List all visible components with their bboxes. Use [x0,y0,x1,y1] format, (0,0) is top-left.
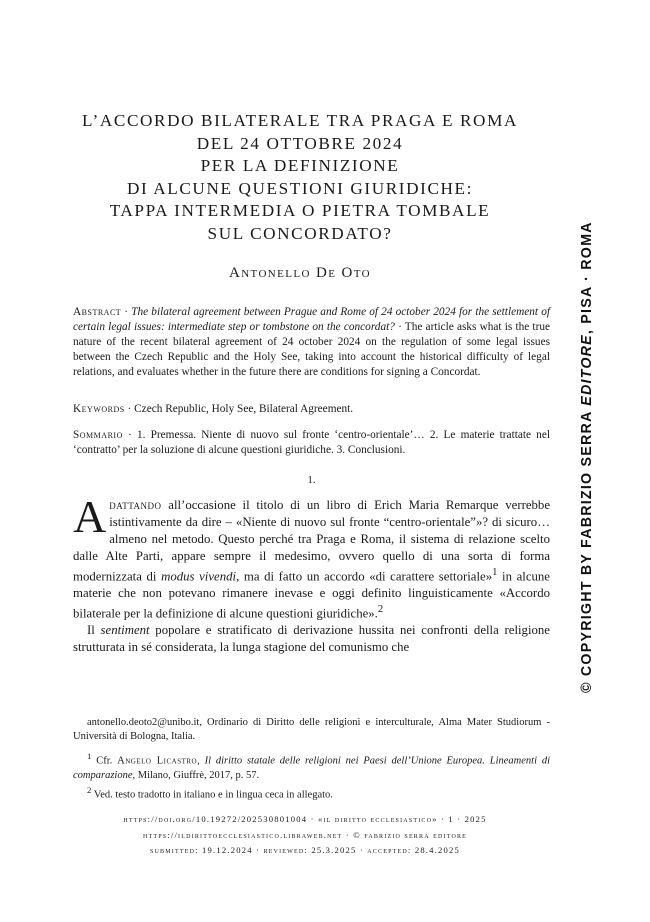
footnote-2 [73,783,550,803]
abstract-label: Abstract [73,306,122,318]
summary-text: 1. Premessa. Niente di nuovo sul fronte ‘centro-orientale’… 2. Le materie trattate nel ‘contratto’ per la soluzione di alcune questioni giuridiche. 3. Conclusioni. [73,429,550,456]
abstract-text: · The article asks what is the true nature of the recent bilateral agreement of 24 october 2024 on the regulation of some legal issues between the Czech Republic and the Holy See, taking into account the historical difficulty of legal relations, and evaluates whether in the future there are conditions for signing a Concordat. [73,321,550,378]
footnote-number: 1 [87,751,92,761]
author-affiliation: antonello.deoto2@unibo.it, Ordinario di Diritto delle religioni e interculturale, Alma Mater Studiorum - Università di Bologna, Italia. [73,717,550,742]
abstract [73,305,550,380]
footnotes [73,716,550,802]
footnote-ref[interactable]: 1 [492,566,498,578]
summary [73,428,550,458]
summary-label: Sommario [73,429,123,441]
website-line[interactable]: https://ildirittoecclesiastico.libraweb.net · © fabrizio serra editore [142,829,468,840]
footnote-title: Il diritto statale delle religioni nei Paesi dell’Unione Europea. Lineamenti di comparazione [73,755,550,781]
footnote-text: , [197,755,205,767]
doi-line[interactable]: https://doi.org/10.19272/202530801004 · «il diritto ecclesiastico» · 1 · 2025 [123,814,487,824]
paragraph [73,622,550,656]
dates-line: submitted: 19.12.2024 · reviewed: 25.3.2025 · accepted: 28.4.2025 [149,845,460,855]
keywords [73,402,550,417]
paragraph-text: , ma di fatto un accordo «di carattere settoriale» [236,568,493,583]
summary-separator: · [122,429,137,441]
footnote-text: Ved. testo tradotto in italiano e in lingua ceca in allegato. [93,789,333,800]
article-title [60,110,540,245]
footnote-text: Cfr. [96,755,118,767]
italic-term: modus vivendi [161,568,237,583]
footnote-author: Angelo Licastro [117,755,198,767]
page-footer [60,812,550,859]
copyright-text: , PISA · ROMA [579,221,595,335]
paragraph-text: popolare e stratificato di derivazione hussita nei confronti della religione strutturata in sé considerata, la lunga stagione del comunismo che [73,622,550,654]
title-line: DI ALCUNE QUESTIONI GIURIDICHE: [126,178,474,198]
paragraph [73,491,550,622]
keywords-separator: · [124,403,135,415]
keywords-text: Czech Republic, Holy See, Bilateral Agreement. [134,403,354,415]
title-line: TAPPA INTERMEDIA O PIETRA TOMBALE [109,201,491,220]
title-line: SUL CONCORDATO? [207,223,393,243]
footnote-text: , Milano, Giuffrè, 2017, p. 57. [132,769,260,781]
section-number: 1. [307,474,316,486]
keywords-label: Keywords [73,403,125,415]
drop-cap: A [73,491,107,542]
abstract-separator: · [121,306,132,318]
paragraph-text: in alcune materie che non potevano rimanere inevase e oggi definito linguisticamente «Accordo bilaterale per la definizione di alcune questioni giuridiche». [73,568,550,620]
body-text [73,491,550,656]
copyright-notice [577,221,597,693]
footnote-1 [73,749,550,783]
title-line: L’ACCORDO BILATERALE TRA PRAGA E ROMA [82,111,518,130]
author-name: Antonello De Oto [228,265,372,281]
footnote-number: 2 [87,784,92,795]
title-line: DEL 24 OTTOBRE 2024 [196,133,404,153]
copyright-text: EDITORE [579,334,595,406]
title-line: PER LA DEFINIZIONE [200,156,400,175]
footnote-ref[interactable]: 2 [377,603,384,615]
lead-word: dattando [109,498,162,512]
paragraph-text: all’occasione il titolo di un libro di Erich Maria Remarque verrebbe istintivamente da dire – «Niente di nuovo sul fronte “centro-orientale”»? di sicuro… almeno nel metodo. Questo perché tra Praga e Roma, il sistema di relazione scelto dalle Alte Parti, appare sempre il medesimo, ovvero quello di una sorta di forma modernizzata di [73,498,550,583]
paragraph-text: Il [87,622,101,637]
copyright-text: © COPYRIGHT BY FABRIZIO SERRA [579,405,595,693]
italic-term: sentiment [100,622,150,637]
abstract-english-title: The bilateral agreement between Prague and Rome of 24 october 2024 for the settlement of certain legal issues: intermediate step or tombstone on the concordat? [73,306,550,333]
